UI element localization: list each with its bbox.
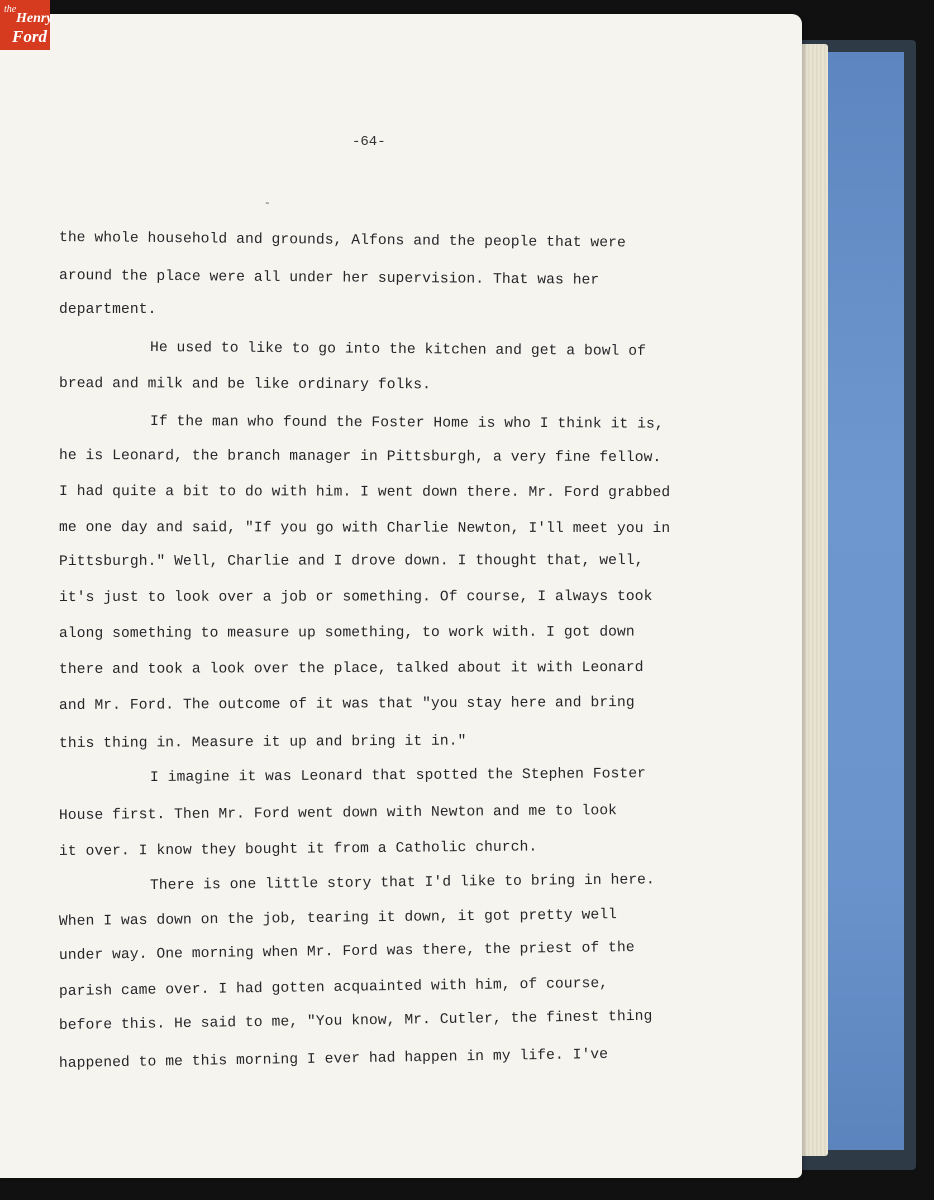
- text-line: there and took a look over the place, talked about it with Leonard: [58, 659, 644, 678]
- logo-henry: Henry: [16, 11, 53, 26]
- text-line: and Mr. Ford. The outcome of it was that "you stay here and bring: [58, 694, 635, 714]
- text-line: around the place were all under her supervision. That was her: [58, 268, 600, 289]
- text-line: before this. He said to me, "You know, Mr. Cutler, the finest thing: [58, 1008, 653, 1034]
- text-line: There is one little story that I'd like to bring in here.: [149, 872, 655, 894]
- text-line: this thing in. Measure it up and bring it in.": [58, 733, 467, 752]
- text-line: department.: [59, 302, 157, 318]
- page-number: -64-: [352, 134, 386, 150]
- text-line: under way. One morning when Mr. Ford was there, the priest of the: [58, 939, 635, 964]
- logo-the: the: [4, 4, 17, 15]
- text-line: the whole household and grounds, Alfons and the people that were: [58, 230, 626, 252]
- text-line: me one day and said, "If you go with Charlie Newton, I'll meet you in: [58, 520, 671, 538]
- text-line: happened to me this morning I ever had happen in my life. I've: [58, 1046, 609, 1072]
- page-mark: -: [264, 198, 271, 210]
- text-line: When I was down on the job, tearing it down, it got pretty well: [58, 907, 618, 930]
- book-page: [0, 11, 802, 1178]
- text-line: If the man who found the Foster Home is who I think it is,: [149, 414, 664, 433]
- text-line: it over. I know they bought it from a Catholic church.: [58, 839, 538, 860]
- text-line: bread and milk and be like ordinary folks.: [58, 376, 432, 394]
- text-line: along something to measure up something, to work with. I got down: [58, 624, 635, 642]
- text-line: it's just to look over a job or something. Of course, I always took: [58, 588, 653, 606]
- text-line: I had quite a bit to do with him. I went down there. Mr. Ford grabbed: [58, 484, 671, 502]
- text-line: he is Leonard, the branch manager in Pittsburgh, a very fine fellow.: [58, 448, 662, 467]
- text-line: He used to like to go into the kitchen and get a bowl of: [149, 340, 647, 360]
- text-line: Pittsburgh." Well, Charlie and I drove down. I thought that, well,: [58, 552, 644, 570]
- text-line: I imagine it was Leonard that spotted the Stephen Foster: [149, 766, 647, 786]
- text-line: House first. Then Mr. Ford went down with Newton and me to look: [58, 803, 618, 824]
- henry-ford-logo: [0, 0, 53, 50]
- logo-ford: Ford: [12, 27, 47, 46]
- text-line: parish came over. I had gotten acquainted with him, of course,: [58, 975, 609, 1000]
